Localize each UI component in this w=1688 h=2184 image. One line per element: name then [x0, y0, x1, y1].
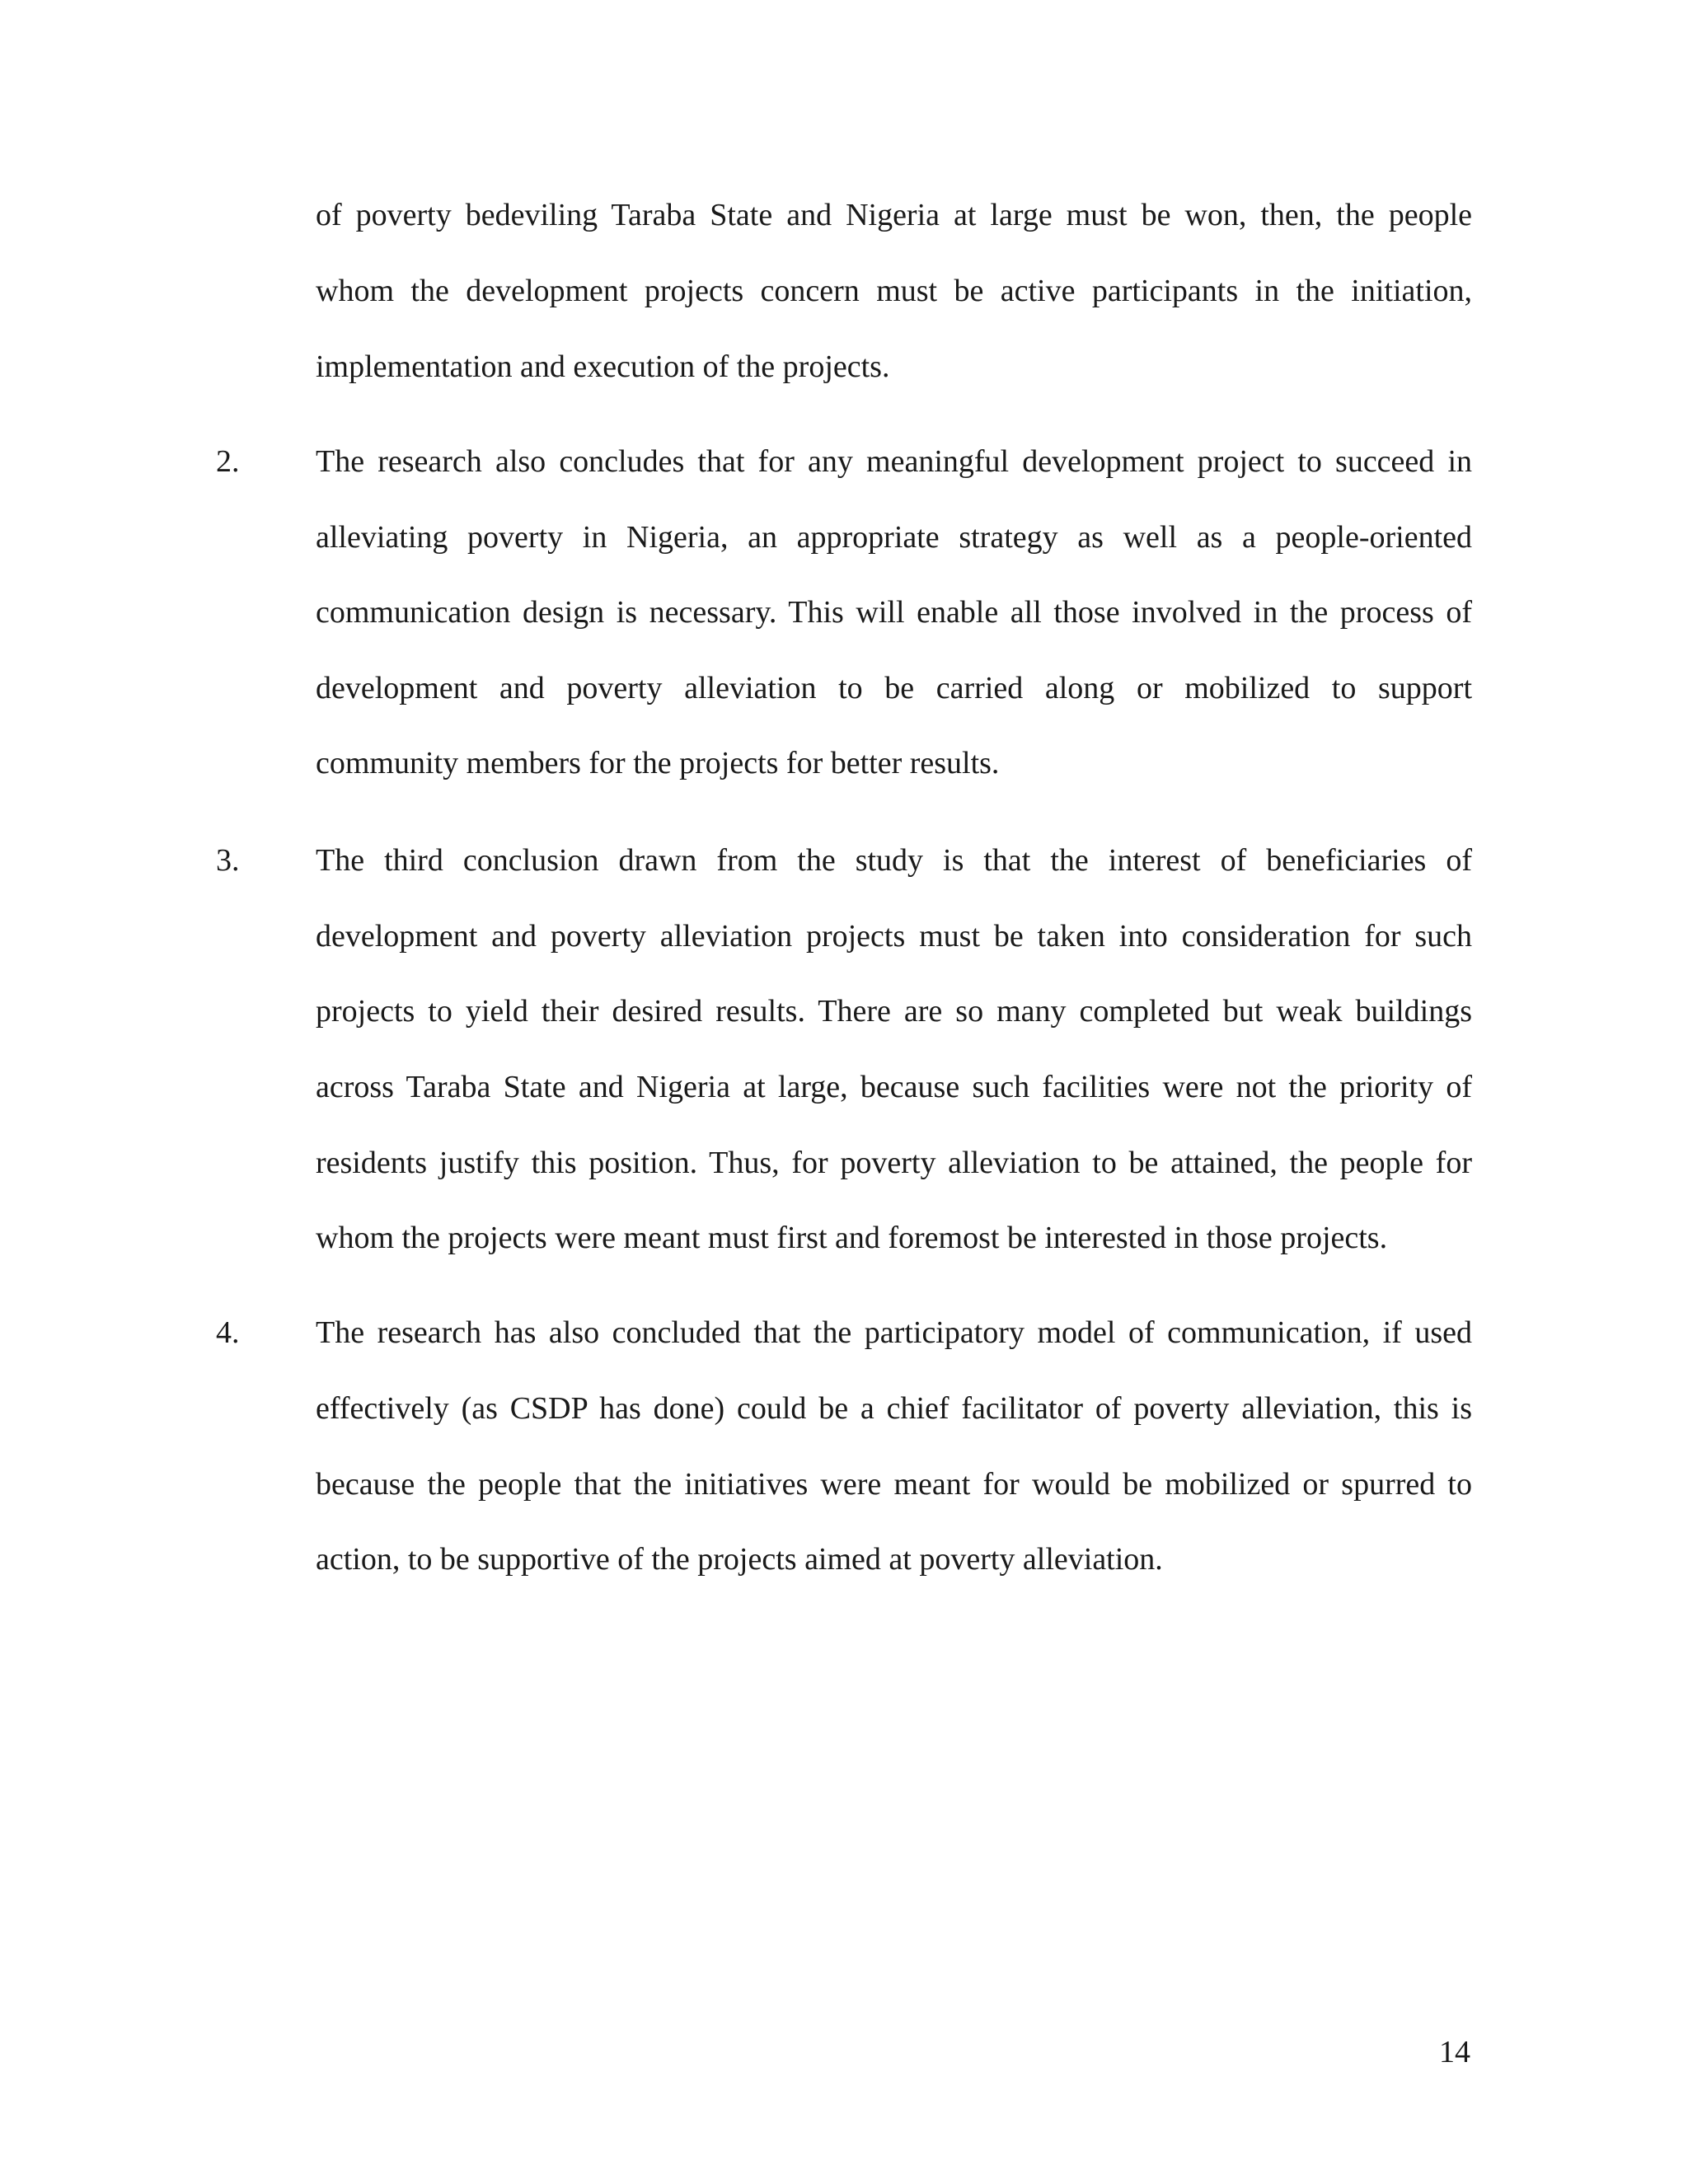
item-number: 4. [216, 1315, 240, 1350]
text-line: communication design is necessary. This will enable all those involved in the process of [316, 595, 1472, 630]
text-line: The research has also concluded that the participatory model of communication, if used [316, 1315, 1472, 1350]
text-line: residents justify this position. Thus, for poverty alleviation to be attained, the people for [316, 1146, 1472, 1180]
text-line: community members for the projects for better results. [316, 746, 1000, 780]
text-line: of poverty bedeviling Taraba State and Nigeria at large must be won, then, the people [316, 198, 1472, 232]
text-line: The third conclusion drawn from the study is that the interest of beneficiaries of [316, 843, 1472, 878]
text-line: because the people that the initiatives were meant for would be mobilized or spurred to [316, 1467, 1472, 1502]
text-line: across Taraba State and Nigeria at large, because such facilities were not the priority of [316, 1070, 1472, 1104]
text-line: whom the projects were meant must first and foremost be interested in those projects. [316, 1221, 1388, 1255]
text-line: alleviating poverty in Nigeria, an appropriate strategy as well as a people-oriented [316, 520, 1472, 555]
text-line: implementation and execution of the projects. [316, 349, 890, 384]
text-line: development and poverty alleviation projects must be taken into consideration for such [316, 919, 1472, 954]
item-number: 2. [216, 444, 240, 479]
text-line: development and poverty alleviation to be carried along or mobilized to support [316, 671, 1472, 705]
text-line: projects to yield their desired results. There are so many completed but weak buildings [316, 994, 1472, 1029]
item-number: 3. [216, 843, 240, 878]
page-number: 14 [1439, 2035, 1470, 2069]
text-line: whom the development projects concern must be active participants in the initiation, [316, 274, 1472, 308]
text-line: The research also concludes that for any meaningful development project to succeed in [316, 444, 1472, 479]
text-line: effectively (as CSDP has done) could be a chief facilitator of poverty alleviation, this is [316, 1391, 1472, 1426]
text-line: action, to be supportive of the projects aimed at poverty alleviation. [316, 1542, 1163, 1577]
